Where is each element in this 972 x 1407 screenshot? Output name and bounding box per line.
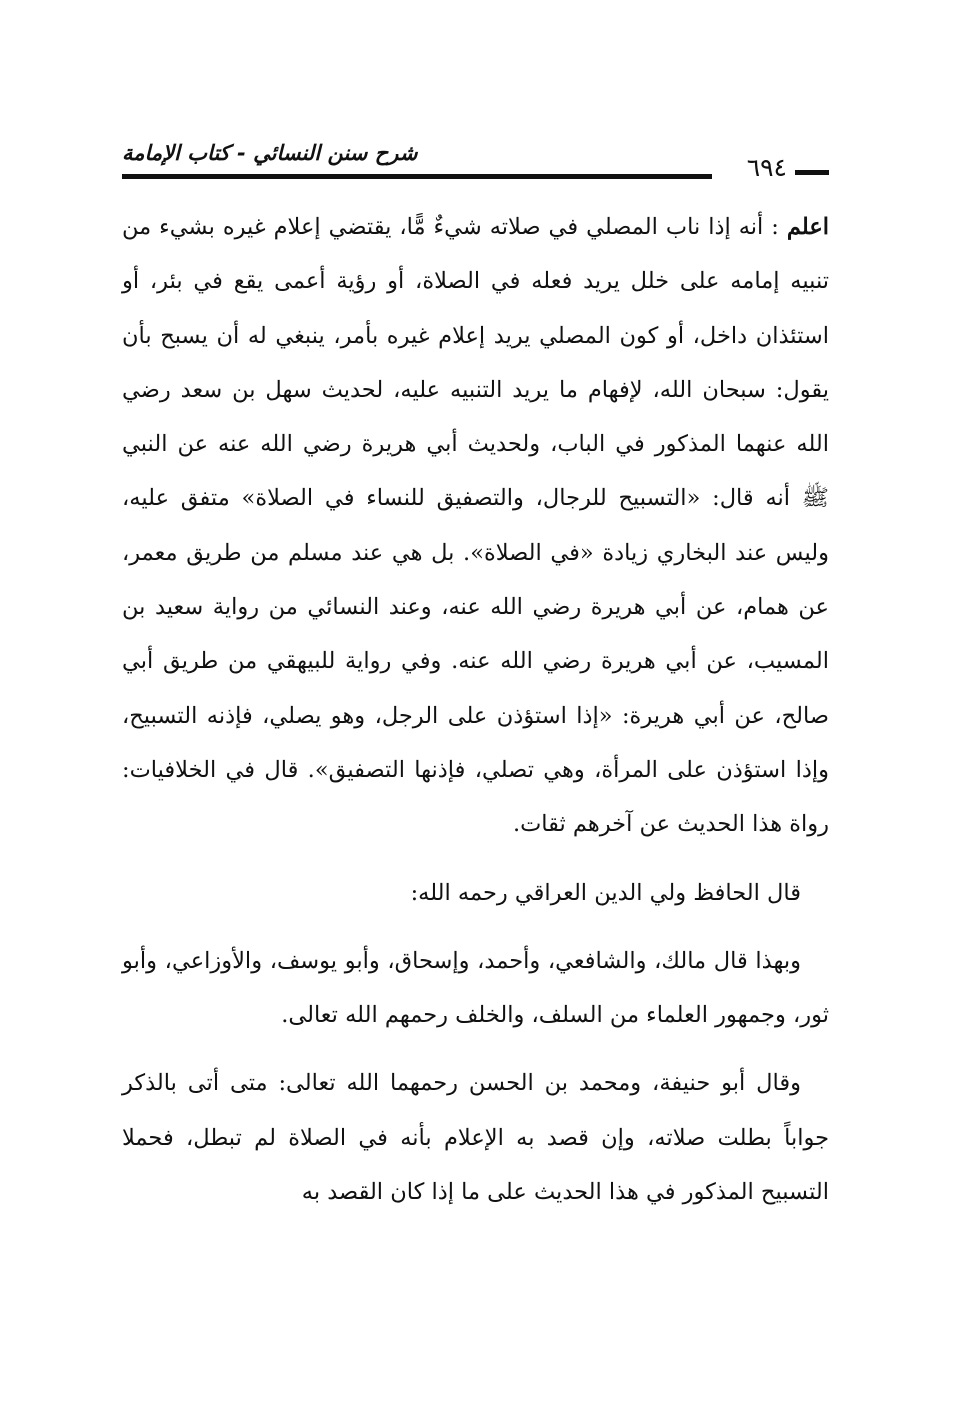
page-number: ٦٩٤	[746, 153, 787, 182]
paragraph-3: وبهذا قال مالك، والشافعي، وأحمد، وإسحاق، وأبو يوسف، والأوزاعي، وأبو ثور، وجمهور العلماء من السلف، والخلف رحمهم الله تعالى.	[122, 947, 829, 1029]
running-title: شرح سنن النسائي - كتاب الإمامة	[122, 141, 418, 165]
paragraph-2: قال الحافظ ولي الدين العراقي رحمه الله:	[410, 879, 801, 906]
paragraph-1-text: : أنه إذا ناب المصلي في صلاته شيءٌ مًّا، يقتضي إعلام غيره بشيء من تنبيه إمامه على خلل يريد فعله في الصلاة، أو رؤية أعمى يقع في بئر، أو استئذان داخل، أو كون المصلي يريد إعلام غيره بأمر، ينبغي له أن يسبح بأن يقول: سبحان الله، لإفهام ما يريد التنبيه عليه، لحديث سهل بن سعد رضي الله عنهما المذكور في الباب، ولحديث أبي هريرة رضي الله عنه عن النبي ﷺ أنه قال: «التسبيح للرجال، والتصفيق للنساء في الصلاة» متفق عليه، وليس عند البخاري زيادة «في الصلاة». بل هي عند مسلم من طريق معمر، عن همام، عن أبي هريرة رضي الله عنه، وعند النسائي من رواية سعيد بن المسيب، عن أبي هريرة رضي الله عنه. وفي رواية للبيهقي من طريق أبي صالح، عن أبي هريرة: «إذا استؤذن على الرجل، وهو يصلي، فإذنه التسبيح، وإذا استؤذن على المرأة، وهي تصلي، فإذنها التصفيق». قال في الخلافيات: رواة هذا الحديث عن آخرهم ثقات.	[122, 214, 829, 838]
paragraph-1	[122, 200, 829, 852]
page-body	[122, 200, 829, 1219]
paragraph-lead-word: اعلم	[786, 214, 830, 240]
page-header	[122, 138, 829, 186]
header-rule	[122, 174, 712, 179]
page-number-dash	[795, 170, 829, 175]
paragraph-4: وقال أبو حنيفة، ومحمد بن الحسن رحمهما الله تعالى: متى أتى بالذكر جواباً بطلت صلاته، وإن قصد به الإعلام بأنه في الصلاة لم تبطل، فحملا التسبيح المذكور في هذا الحديث على ما إذا كان القصد به	[122, 1070, 829, 1206]
